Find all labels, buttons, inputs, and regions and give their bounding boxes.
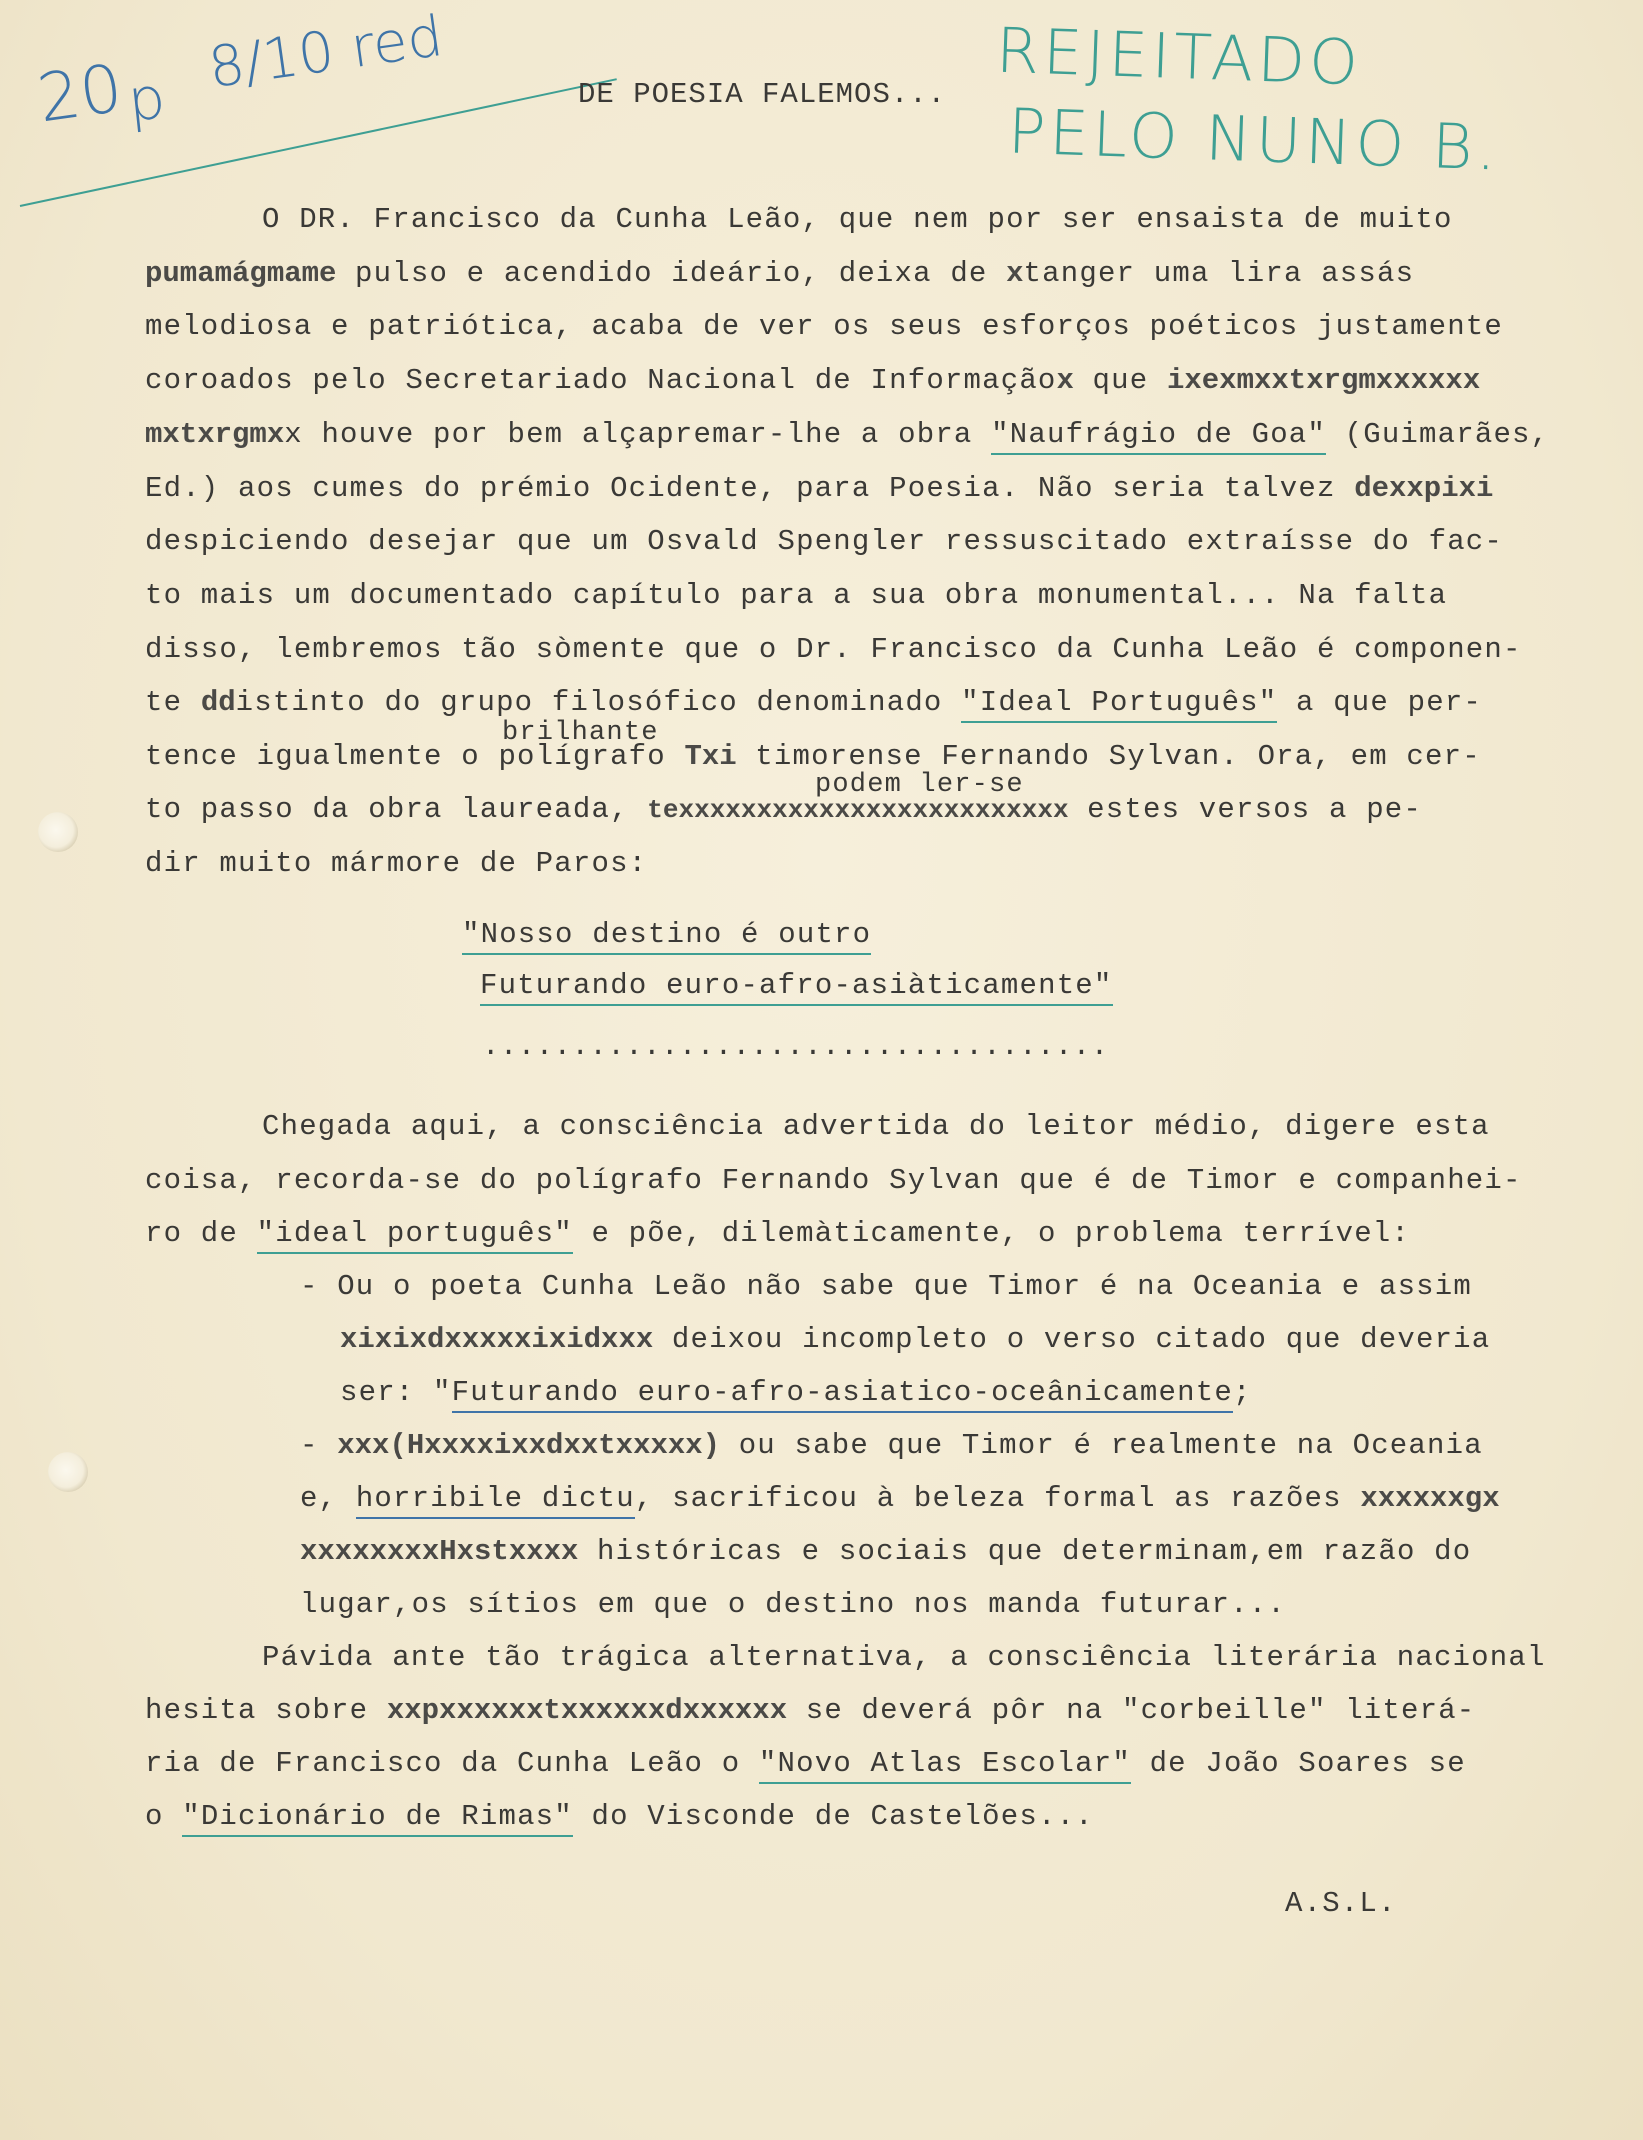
text-line-20 <box>300 1429 1483 1462</box>
text-line-6 <box>145 472 1493 505</box>
phrase-horribile-dictu: horribile dictu <box>356 1482 635 1519</box>
handwritten-date: 8/10 red <box>204 3 447 102</box>
text-line-18 <box>340 1323 1490 1356</box>
text-line-9: disso, lembremos tão sòmente que o Dr. Francisco da Cunha Leão é componen- <box>145 633 1522 666</box>
text-span: ria de Francisco da Cunha Leão o <box>145 1747 759 1780</box>
text-line-27 <box>145 1800 1094 1833</box>
text-line-19 <box>340 1376 1252 1409</box>
punch-hole-bottom <box>48 1452 88 1492</box>
text-span: ro de <box>145 1217 257 1250</box>
text-span: se deverá pôr na "corbeille" literá- <box>787 1694 1476 1727</box>
struck-text: Txi <box>684 740 737 773</box>
text-line-5 <box>145 418 1549 451</box>
text-span: (Guimarães, <box>1326 418 1550 451</box>
punch-hole-top <box>38 812 78 852</box>
text-span: tanger uma lira assás <box>1023 257 1415 290</box>
struck-text: xxx(Hxxxxixxdxxtxxxxx) <box>337 1429 721 1462</box>
verse-line-2 <box>480 969 1113 1002</box>
verse-text: "Nosso destino é outro <box>462 918 871 955</box>
text-line-16 <box>145 1217 1410 1250</box>
struck-text: ixexmxxtxrgmxxxxxx <box>1166 364 1481 397</box>
insertion-brilhante: brilhante <box>502 718 659 748</box>
text-span: que <box>1073 364 1167 397</box>
text-span: o <box>145 1800 183 1833</box>
struck-text: x <box>1056 364 1074 397</box>
handwritten-stamp-line1: REJEITADO <box>994 13 1364 100</box>
verse-ellipsis: ................................... <box>482 1030 1109 1063</box>
text-line-15: coisa, recorda-se do polígrafo Fernando Sylvan que é de Timor e companhei- <box>145 1164 1522 1197</box>
handwritten-number: 20 <box>33 49 127 138</box>
insertion-podem-ler-se: podem ler-se <box>815 770 1024 800</box>
text-span: históricas e sociais que determinam,em razão do <box>578 1535 1472 1568</box>
struck-text: xxxxxxgx <box>1360 1482 1500 1515</box>
text-line-1: O DR. Francisco da Cunha Leão, que nem por ser ensaista de muito <box>262 203 1453 236</box>
struck-text: dd <box>200 686 236 719</box>
struck-text: pumamágmame <box>145 257 337 290</box>
text-line-26 <box>145 1747 1466 1780</box>
text-line-25 <box>145 1694 1475 1727</box>
text-span: timorense Fernando Sylvan. Ora, em cer- <box>736 740 1481 773</box>
text-line-21 <box>300 1482 1500 1515</box>
title-ideal-portugues: "Ideal Português" <box>961 686 1277 723</box>
text-span: e, <box>300 1482 356 1515</box>
verse-line-1 <box>462 918 871 951</box>
text-span: to passo da obra laureada, <box>145 793 648 826</box>
text-line-4 <box>145 364 1480 397</box>
text-line-10 <box>145 686 1482 719</box>
text-line-3: melodiosa e patriótica, acaba de ver os seus esforços poéticos justamente <box>145 310 1504 343</box>
text-span: a que per- <box>1277 686 1483 719</box>
text-span: Ed.) aos cumes do prémio Ocidente, para Poesia. Não seria talvez <box>145 472 1355 505</box>
text-span: te <box>145 686 201 719</box>
text-span: e põe, dilemàticamente, o problema terrível: <box>572 1217 1411 1250</box>
text-span: hesita sobre <box>145 1694 387 1727</box>
struck-text: xixixdxxxxxixidxxx <box>340 1323 654 1356</box>
text-line-7: despiciendo desejar que um Osvald Spengler ressuscitado extraísse do fac- <box>145 525 1504 558</box>
text-line-14: Chegada aqui, a consciência advertida do leitor médio, digere esta <box>262 1110 1490 1143</box>
struck-text: x <box>1006 257 1024 290</box>
document-title: DE POESIA FALEMOS... <box>578 78 947 111</box>
text-span: de João Soares se <box>1130 1747 1466 1780</box>
struck-text: texxxxxxxxxxxxxxxxxxxxxxxxx <box>647 795 1069 825</box>
text-span: tence igualmente o polígrafo <box>145 740 685 773</box>
phrase-futurando-oceanicamente: Futurando euro-afro-asiatico-oceânicamente <box>452 1376 1233 1413</box>
text-span: ou sabe que Timor é realmente na Oceania <box>720 1429 1483 1462</box>
struck-text: mxtxrgmx <box>145 418 285 451</box>
text-span: do Visconde de Castelões... <box>572 1800 1094 1833</box>
text-line-23: lugar,os sítios em que o destino nos manda futurar... <box>300 1588 1286 1621</box>
text-span: estes versos a pe- <box>1068 793 1423 826</box>
signature-initials: A.S.L. <box>1285 1887 1397 1920</box>
handwritten-mark: p <box>124 63 169 135</box>
title-naufragio-de-goa: "Naufrágio de Goa" <box>991 418 1326 455</box>
verse-text: Futurando euro-afro-asiàticamente" <box>480 969 1113 1006</box>
text-span: x houve por bem alçapremar-lhe a obra <box>284 418 992 451</box>
text-span: - <box>300 1429 338 1462</box>
text-span: istinto do grupo filosófico denominado <box>235 686 962 719</box>
text-line-24: Pávida ante tão trágica alternativa, a consciência literária nacional <box>262 1641 1546 1674</box>
text-line-8: to mais um documentado capítulo para a sua obra monumental... Na falta <box>145 579 1448 612</box>
text-line-12 <box>145 793 1422 826</box>
phrase-ideal-portugues: "ideal português" <box>257 1217 573 1254</box>
text-line-22 <box>300 1535 1471 1568</box>
struck-text: xxxxxxxxHxstxxxx <box>300 1535 579 1568</box>
text-span: pulso e acendido ideário, deixa de <box>336 257 1007 290</box>
text-span: , sacrificou à beleza formal as razões <box>634 1482 1361 1515</box>
handwritten-stamp-line2: PELO NUNO B. <box>1006 94 1502 185</box>
text-line-17: - Ou o poeta Cunha Leão não sabe que Timor é na Oceania e assim <box>300 1270 1472 1303</box>
text-span: ; <box>1232 1376 1252 1409</box>
text-span: coroados pelo Secretariado Nacional de Informação <box>145 364 1057 397</box>
title-novo-atlas-escolar: "Novo Atlas Escolar" <box>759 1747 1131 1784</box>
text-line-2 <box>145 257 1414 290</box>
text-span: deixou incompleto o verso citado que deveria <box>653 1323 1491 1356</box>
text-span: ser: " <box>340 1376 452 1409</box>
text-line-13: dir muito mármore de Paros: <box>145 847 648 880</box>
struck-text: xxpxxxxxxtxxxxxxdxxxxxx <box>386 1694 788 1727</box>
struck-text: dexxpixi <box>1354 472 1494 505</box>
title-dicionario-de-rimas: "Dicionário de Rimas" <box>182 1800 573 1837</box>
text-line-11 <box>145 740 1481 773</box>
